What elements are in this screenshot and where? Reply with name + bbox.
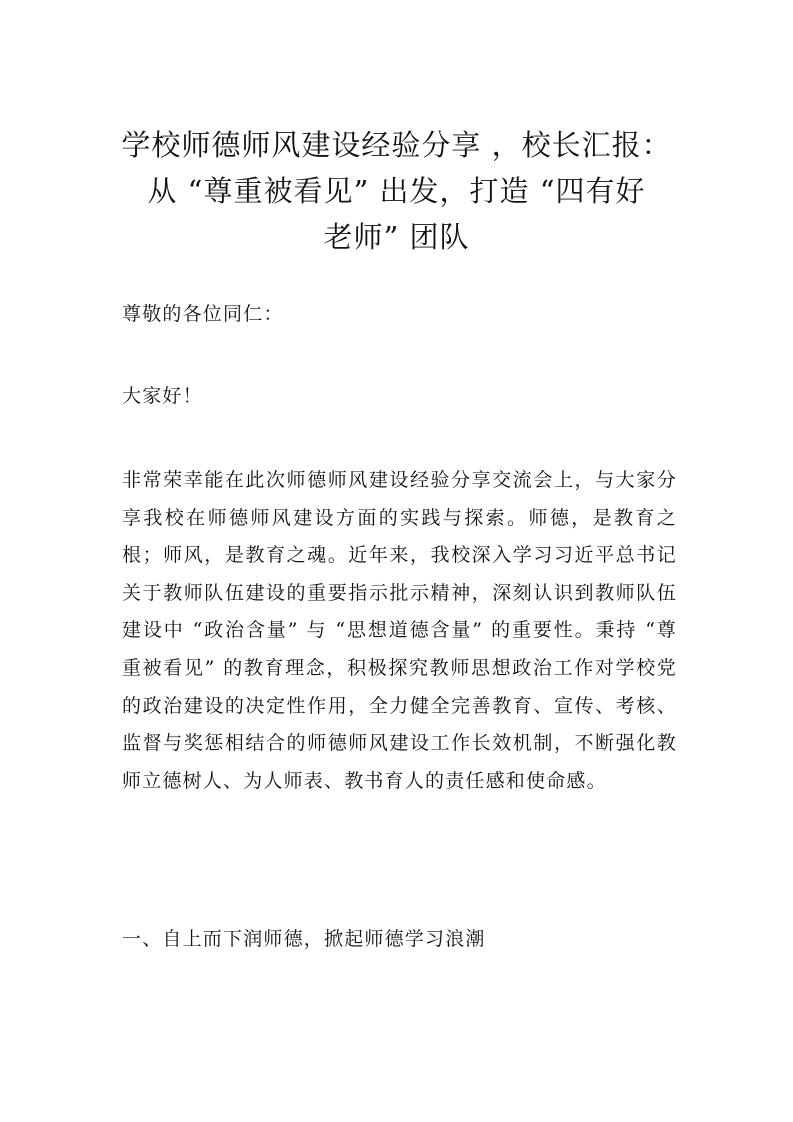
document-title — [100, 122, 693, 260]
paragraph-intro: 非常荣幸能在此次师德师风建设经验分享交流会上，与大家分享我校在师德师风建设方面的实践与探索。师德，是教育之根；师风，是教育之魂。近年来，我校深入学习习近平总书记关于教师队伍建设的重要指示批示精神，深刻认识到教师队伍建设中 “政治含量” 与 “思想道德含量” 的重要性。秉持 “尊重被看见” 的教育理念，积极探究教师思想政治工作对学校党的政治建设的决定性作用，全力健全完善教育、宣传、考核、监督与奖惩相结合的师德师风建设工作长效机制，不断强化教师立德树人、为人师表、教书育人的责任感和使命感。 — [122, 469, 677, 792]
title-line-1: 学校师德师风建设经验分享 ，校长汇报： — [121, 128, 672, 162]
salutation: 尊敬的各位同仁： — [122, 303, 284, 325]
section-heading-1: 一、自上而下润师德，掀起师德学习浪潮 — [122, 928, 486, 950]
title-line-2: 从 “尊重被看见” 出发，打造 “四有好 — [147, 174, 646, 208]
greeting: 大家好！ — [122, 385, 203, 407]
title-line-3: 老师” 团队 — [323, 220, 470, 254]
